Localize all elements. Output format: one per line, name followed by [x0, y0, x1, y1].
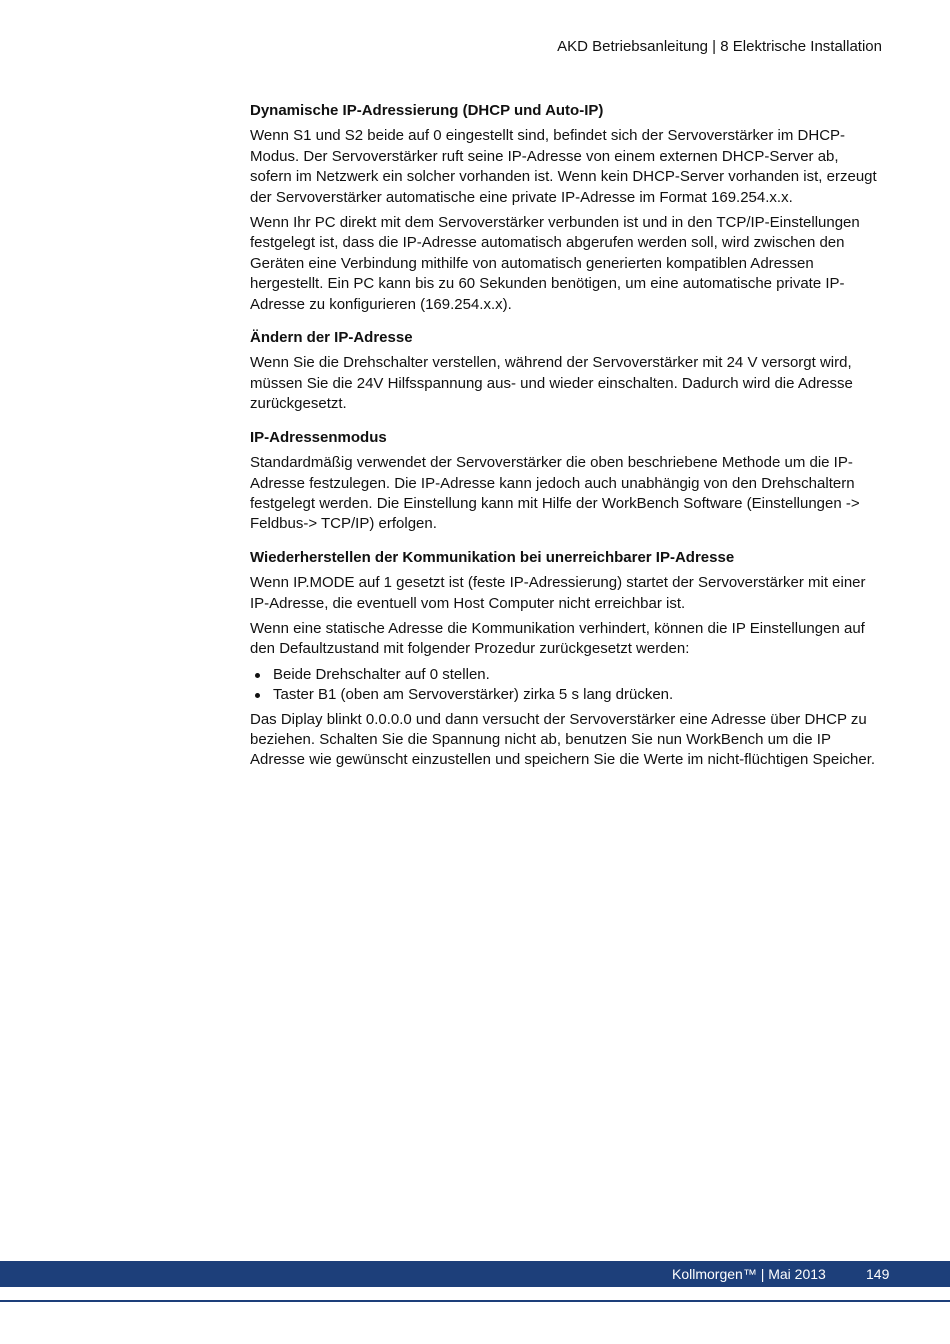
section-heading: Ändern der IP-Adresse	[250, 329, 413, 347]
paragraph: Wenn Sie die Drehschalter verstellen, während der Servoverstärker mit 24 V versorgt wird, müssen Sie die 24V Hilfsspannung aus- und wieder einschalten. Dadurch wird die Adresse zurückgesetzt.	[250, 354, 853, 413]
list-item-text: Taster B1 (oben am Servoverstärker) zirka 5 s lang drücken.	[273, 686, 674, 704]
page-number: 149	[866, 1266, 890, 1282]
footer-text: Kollmorgen™ | Mai 2013	[672, 1266, 826, 1282]
list-item-text: Beide Drehschalter auf 0 stellen.	[273, 665, 490, 683]
paragraph: Wenn IP.MODE auf 1 gesetzt ist (feste IP-Adressierung) startet der Servoverstärker mit einer IP-Adresse, die eventuell vom Host Computer nicht erreichbar ist.	[250, 574, 866, 612]
section-heading: IP-Adressenmodus	[250, 428, 387, 446]
bullet-list	[250, 665, 882, 706]
section-heading: Wiederherstellen der Kommunikation bei unerreichbarer IP-Adresse	[250, 548, 735, 566]
running-header: AKD Betriebsanleitung | 8 Elektrische Installation	[557, 38, 882, 55]
footer-rule	[0, 1300, 950, 1302]
footer-bar	[0, 1261, 950, 1287]
page-content	[250, 101, 882, 784]
section-address-mode	[250, 428, 882, 535]
list-item	[250, 665, 882, 685]
bullet-icon	[255, 673, 260, 678]
paragraph: Wenn Ihr PC direkt mit dem Servoverstärker verbunden ist und in den TCP/IP-Einstellungen festgelegt ist, dass die IP-Adresse automatisch abgerufen werden soll, wird zwischen den Geräten eine Verbindung mithilfe von automatisch generierten kompatiblen Adressen hergestellt. Ein PC kann bis zu 60 Sekunden benötigen, um eine automatische private IP-Adresse zu konfigurieren (169.254.x.x).	[250, 214, 860, 313]
list-item	[250, 685, 882, 705]
paragraph: Wenn S1 und S2 beide auf 0 eingestellt sind, befindet sich der Servoverstärker im DHCP-Modus. Der Servoverstärker ruft seine IP-Adresse von einem externen DHCP-Server ab, sofern im Netzwerk ein solcher vorhanden ist. Wenn kein DHCP-Server vorhanden ist, erzeugt der Servoverstärker automatische eine private IP-Adresse im Format 169.254.x.x.	[250, 127, 877, 206]
section-change-address	[250, 328, 882, 415]
section-restore-communication	[250, 548, 882, 771]
section-dhcp	[250, 101, 882, 315]
paragraph: Das Diplay blinkt 0.0.0.0 und dann versucht der Servoverstärker eine Adresse über DHCP zu beziehen. Schalten Sie die Spannung nicht ab, benutzen Sie nun WorkBench um die IP Adresse wie gewünscht einzustellen und speichern Sie die Werte im nicht-flüchtigen Speicher.	[250, 710, 876, 769]
paragraph: Standardmäßig verwendet der Servoverstärker die oben beschriebene Methode um die IP-Adresse festzulegen. Die IP-Adresse kann jedoch auch unabhängig von den Drehschaltern festgelegt werden. Die Einstellung kann mit Hilfe der WorkBench Software (Einstellungen -> Feldbus-> TCP/IP) erfolgen.	[250, 454, 860, 533]
section-heading: Dynamische IP-Adressierung (DHCP und Auto-IP)	[250, 102, 604, 119]
paragraph: Wenn eine statische Adresse die Kommunikation verhindert, können die IP Einstellungen auf den Defaultzustand mit folgender Prozedur zurückgesetzt werden:	[250, 619, 865, 658]
bullet-icon	[255, 693, 260, 698]
